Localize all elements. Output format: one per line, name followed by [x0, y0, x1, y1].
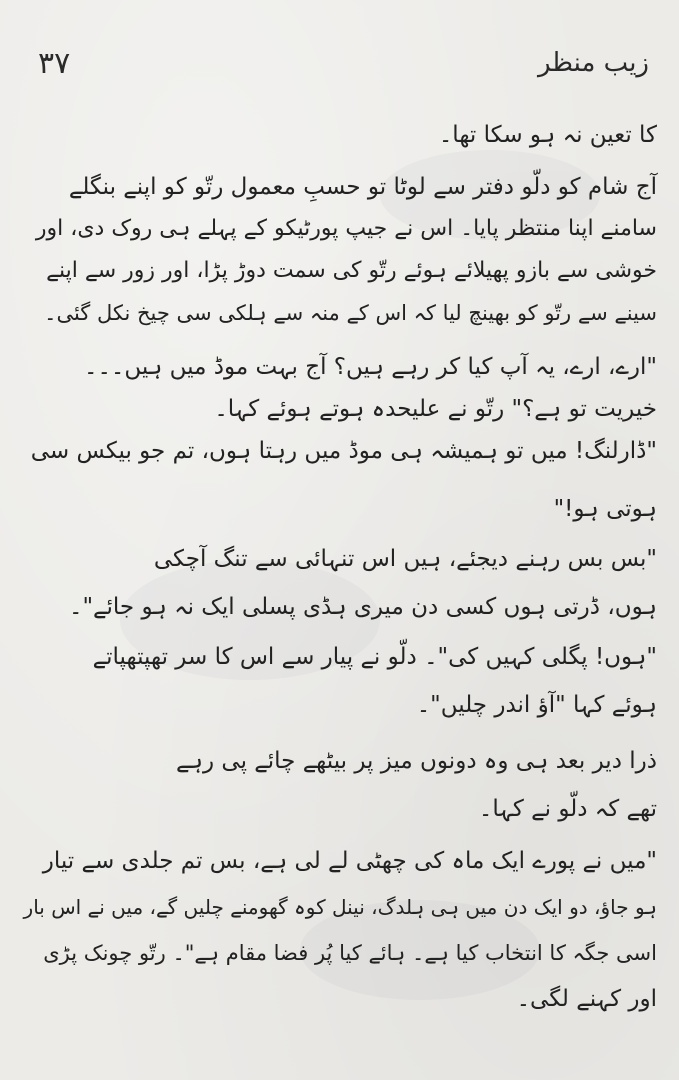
text-line: اسی جگہ کا انتخاب کیا ہے۔ ہائے کیا پُر فضا مقام ہے"۔ رتّو چونک پڑی: [43, 941, 657, 965]
text-line: خیریت تو ہے؟" رتّو نے علیحدہ ہوتے ہوئے کہا۔: [214, 396, 657, 422]
text-line: کا تعین نہ ہو سکا تھا۔: [438, 122, 657, 148]
text-line: "ہوں! پگلی کہیں کی"۔ دلّو نے پیار سے اس کا سر تھپتھپاتے: [92, 644, 657, 670]
text-line: "ارے، ارے، یہ آپ کیا کر رہے ہیں؟ آج بہت موڈ میں ہیں۔۔۔: [83, 354, 657, 380]
text-line: تھے کہ دلّو نے کہا۔: [478, 796, 657, 822]
text-line: ہوتی ہو!": [553, 496, 657, 522]
page-number: ۳۷: [38, 46, 71, 81]
running-title: زیب منظر: [537, 48, 649, 78]
text-line: ذرا دیر بعد ہی وہ دونوں میز پر بیٹھے چائے پی رہے: [176, 748, 657, 774]
text-line: آج شام کو دلّو دفتر سے لوٹا تو حسبِ معمول رتّو کو اپنے بنگلے: [68, 174, 657, 200]
text-line: سامنے اپنا منتظر پایا۔ اس نے جیپ پورٹیکو کے پہلے ہی روک دی، اور: [35, 216, 657, 241]
text-line: "بس بس رہنے دیجئے، ہیں اس تنہائی سے تنگ آچکی: [153, 546, 657, 572]
text-line: اور کہنے لگی۔: [516, 986, 657, 1012]
text-line: ہوئے کہا "آؤ اندر چلیں"۔: [416, 692, 657, 718]
text-line: خوشی سے بازو پھیلائے ہوئے رتّو کی سمت دوڑ پڑا، اور زور سے اپنے: [46, 258, 657, 283]
text-line: "ڈارلنگ! میں تو ہمیشہ ہی موڈ میں رہتا ہوں، تم جو بیکس سی: [30, 438, 657, 464]
text-line: "میں نے پورے ایک ماہ کی چھٹی لے لی ہے، بس تم جلدی سے تیار: [42, 848, 657, 874]
text-line: ہو جاؤ، دو ایک دن میں ہی ہلدگ، نینل کوہ گھومنے چلیں گے، میں نے اس بار: [23, 895, 657, 919]
text-line: سینے سے رتّو کو بھینچ لیا کہ اس کے منہ سے ہلکی سی چیخ نکل گئی۔: [44, 301, 657, 325]
text-line: ہوں، ڈرتی ہوں کسی دن میری ہڈی پسلی ایک نہ ہو جائے"۔: [68, 594, 657, 620]
